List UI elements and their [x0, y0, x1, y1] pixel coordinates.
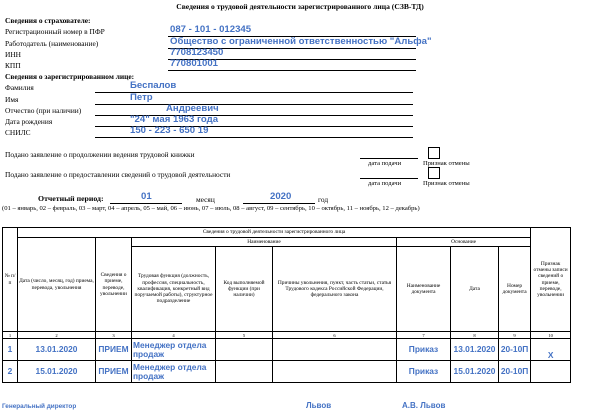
- row-function[interactable]: Менеджер отдела продаж: [132, 339, 216, 361]
- provide-info-text: Подано заявление о предоставлении сведений о трудовой деятельности: [5, 170, 231, 179]
- col-number: 6: [273, 332, 397, 339]
- row-date[interactable]: 13.01.2020: [18, 339, 96, 361]
- snils-label: СНИЛС: [5, 128, 31, 137]
- header-doc-name: Наименование документа: [397, 247, 451, 332]
- birth-date-value[interactable]: "24" мая 1963 года: [130, 114, 219, 125]
- header-date: Дата (число, месяц, год) приема, перевода, увольнения: [18, 238, 96, 332]
- header-cancel: Признак отмены записи сведений о приеме, переводе, увольнении: [531, 228, 571, 332]
- col-number: 8: [451, 332, 499, 339]
- header-code: Код выполняемой функции (при наличии): [216, 247, 273, 332]
- continue-book-text: Подано заявление о продолжении ведения трудовой книжки: [5, 150, 195, 159]
- surname-label: Фамилия: [5, 83, 34, 92]
- header-event: Сведения о приеме, переводе, увольнении: [96, 238, 132, 332]
- row-code[interactable]: [216, 361, 273, 383]
- reg-number-label: Регистрационный номер в ПФР: [5, 27, 105, 36]
- col-number: 5: [216, 332, 273, 339]
- header-basis-group: Основание: [397, 238, 531, 247]
- employer-value[interactable]: Общество с ограниченной ответственностью "Альфа": [170, 36, 432, 47]
- row-reason[interactable]: [273, 339, 397, 361]
- continue-cancel-checkbox[interactable]: [428, 147, 440, 159]
- col-number: 2: [18, 332, 96, 339]
- col-number: 7: [397, 332, 451, 339]
- provide-date-label: дата подачи: [368, 180, 402, 187]
- row-function[interactable]: Менеджер отдела продаж: [132, 361, 216, 383]
- person-heading: Сведения о зарегистрированном лице:: [5, 72, 135, 81]
- period-year-label: год: [318, 195, 329, 204]
- col-number: 1: [3, 332, 18, 339]
- months-legend: (01 – январь, 02 – февраль, 03 – март, 04 – апрель, 05 – май, 06 – июнь, 07 – июль, 08 – август, 09 – сентябрь, 10 – октябрь, 11 – ноябрь, 12 – декабрь): [2, 205, 420, 212]
- provide-cancel-label: Признак отмены: [423, 180, 470, 187]
- insurer-heading: Сведения о страхователе:: [5, 16, 91, 25]
- name-label: Имя: [5, 95, 19, 104]
- period-month-value[interactable]: 01: [141, 191, 152, 202]
- row-cancel[interactable]: [531, 361, 571, 383]
- period-year-value[interactable]: 2020: [270, 191, 292, 202]
- continue-cancel-label: Признак отмены: [423, 160, 470, 167]
- header-num: № п/п: [3, 228, 18, 332]
- surname-value[interactable]: Беспалов: [130, 80, 177, 91]
- document-title: Сведения о трудовой деятельности зарегистрированного лица (СЗВ-ТД): [176, 2, 424, 11]
- row-code[interactable]: [216, 339, 273, 361]
- header-reason: Причины увольнения, пункт, часть статьи, статья Трудового кодекса Российской Федерации, федерального закона: [273, 247, 397, 332]
- header-doc-number: Номер документа: [499, 247, 531, 332]
- table-row: [3, 361, 571, 383]
- patronymic-label: Отчество (при наличии): [5, 106, 82, 115]
- row-event[interactable]: ПРИЕМ: [96, 361, 132, 383]
- row-doc-name[interactable]: Приказ: [397, 361, 451, 383]
- header-top: Сведения о трудовой деятельности зарегистрированного лица: [18, 228, 531, 238]
- patronymic-value[interactable]: Андреевич: [166, 103, 219, 114]
- row-doc-date[interactable]: 15.01.2020: [451, 361, 499, 383]
- row-reason[interactable]: [273, 361, 397, 383]
- row-num: 1: [3, 339, 18, 361]
- row-doc-number[interactable]: 20-10П: [499, 339, 531, 361]
- row-num: 2: [3, 361, 18, 383]
- row-doc-number[interactable]: 20-10П: [499, 361, 531, 383]
- row-doc-name[interactable]: Приказ: [397, 339, 451, 361]
- table-row: [3, 339, 571, 361]
- reg-number-value[interactable]: 087 - 101 - 012345: [170, 24, 252, 35]
- col-number: 9: [499, 332, 531, 339]
- birth-date-label: Дата рождения: [5, 117, 53, 126]
- row-date[interactable]: 15.01.2020: [18, 361, 96, 383]
- header-function: Трудовая функция (должность, профессия, специальность, квалификация, конкретный вид поручаемой работы), структурное подразделение: [132, 247, 216, 332]
- period-month-label: месяц: [196, 195, 215, 204]
- row-cancel[interactable]: X: [531, 339, 571, 361]
- col-number: 3: [96, 332, 132, 339]
- header-doc-date: Дата: [451, 247, 499, 332]
- employer-label: Работодатель (наименование): [5, 39, 99, 48]
- snils-value[interactable]: 150 - 223 - 650 19: [130, 125, 209, 136]
- header-name-group: Наименование: [132, 238, 397, 247]
- inn-label: ИНН: [5, 50, 22, 59]
- col-number: 10: [531, 332, 571, 339]
- name-value[interactable]: Петр: [130, 92, 153, 103]
- signer-signature: Львов: [306, 401, 332, 410]
- labor-activity-table: [2, 227, 571, 383]
- row-doc-date[interactable]: 13.01.2020: [451, 339, 499, 361]
- inn-value[interactable]: 7708123450: [170, 47, 224, 58]
- continue-date-label: дата подачи: [368, 160, 402, 167]
- kpp-value[interactable]: 770801001: [170, 58, 219, 69]
- kpp-label: КПП: [5, 61, 21, 70]
- row-event[interactable]: ПРИЕМ: [96, 339, 132, 361]
- col-number: 4: [132, 332, 216, 339]
- signer-position: Генеральный директор: [2, 403, 77, 410]
- period-label: Отчетный период:: [38, 194, 104, 203]
- signer-full-name: А.В. Львов: [402, 401, 446, 410]
- provide-cancel-checkbox[interactable]: [428, 167, 440, 179]
